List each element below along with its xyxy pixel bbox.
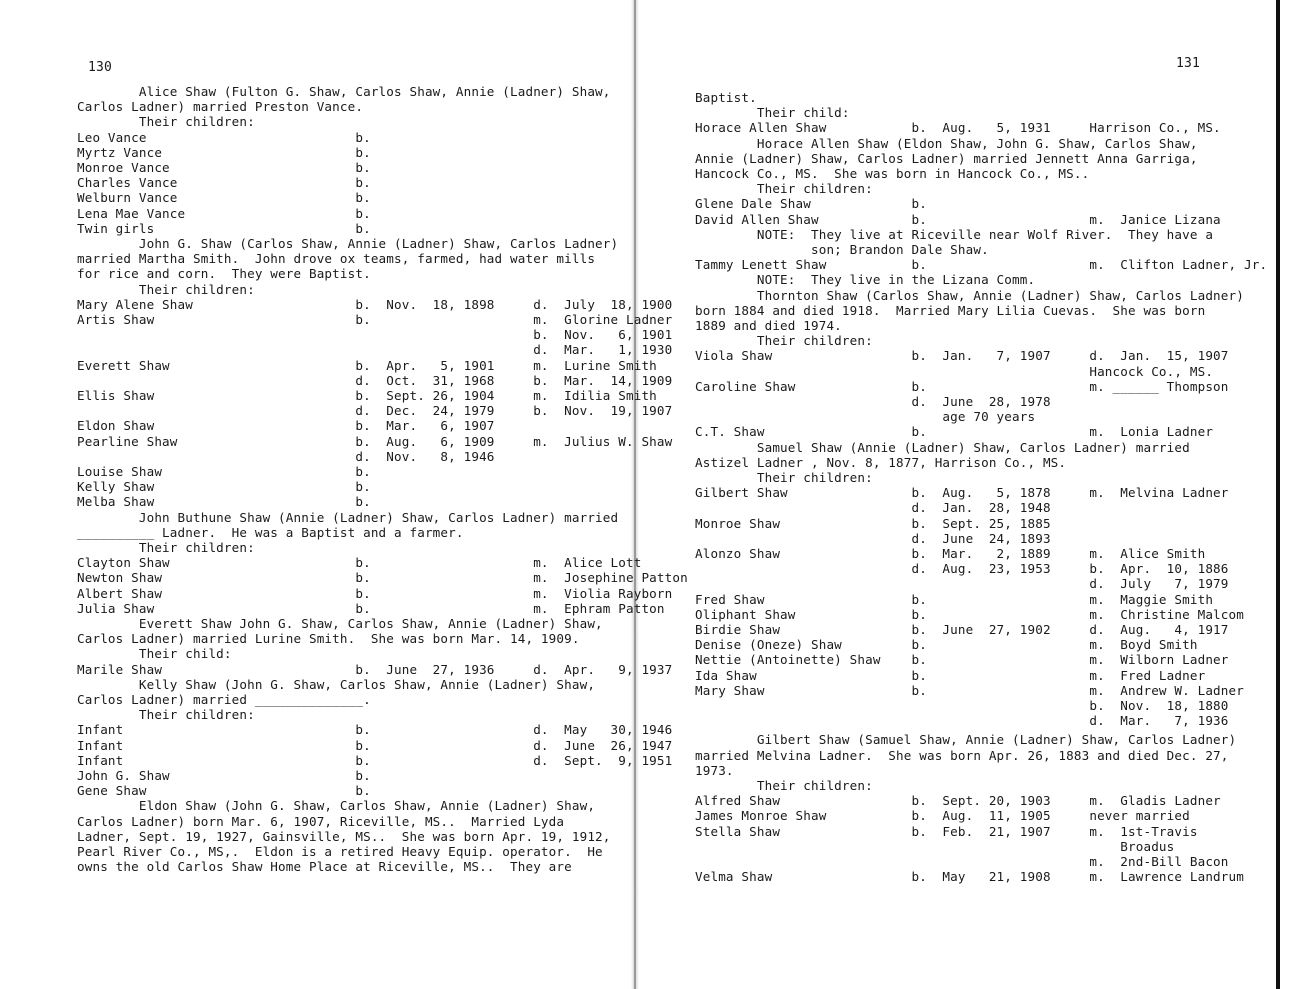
- text-line: 1889 and died 1974.: [695, 318, 842, 333]
- text-line: Hancock Co., MS. She was born in Hancock Co., MS..: [695, 166, 1090, 181]
- text-line: Velma Shaw b. May 21, 1908 m. Lawrence Landrum: [695, 869, 1244, 885]
- text-line: Their child:: [77, 646, 232, 662]
- text-line: Broadus: [695, 838, 1175, 854]
- text-line: age 70 years: [695, 409, 1036, 425]
- text-line: Carlos Ladner) born Mar. 6, 1907, Riceville, MS.. Married Lyda: [77, 813, 565, 829]
- text-line: d. July 7, 1979: [695, 576, 1229, 592]
- text-line: Gilbert Shaw b. Aug. 5, 1878 m. Melvina Ladner: [695, 485, 1229, 501]
- text-line: Annie (Ladner) Shaw, Carlos Ladner) married Jennett Anna Garriga,: [695, 150, 1198, 166]
- text-line: Astizel Ladner , Nov. 8, 1877, Harrison Co., MS.: [695, 454, 1067, 470]
- text-line: Their children:: [77, 281, 255, 297]
- text-line: d. June 24, 1893: [695, 530, 1051, 546]
- text-line: Mary Alene Shaw b. Nov. 18, 1898 d. July 18, 1900: [77, 296, 673, 312]
- text-line: Infant b. d. June 26, 1947: [77, 737, 673, 753]
- text-line: d. Dec. 24, 1979 b. Nov. 19, 1907: [77, 403, 673, 419]
- text-line: John G. Shaw b.: [77, 768, 371, 783]
- text-line: Horace Allen Shaw b. Aug. 5, 1931 Harrison Co., MS.: [695, 120, 1221, 136]
- text-line: Everett Shaw b. Apr. 5, 1901 m. Lurine Smith: [77, 357, 657, 373]
- text-line: Alfred Shaw b. Sept. 20, 1903 m. Gladis Ladner: [695, 793, 1221, 809]
- text-line: Thornton Shaw (Carlos Shaw, Annie (Ladner) Shaw, Carlos Ladner): [695, 287, 1244, 303]
- text-line: Eldon Shaw (John G. Shaw, Carlos Shaw, Annie (Ladner) Shaw,: [77, 798, 596, 814]
- text-line: b. Nov. 18, 1880: [695, 698, 1229, 713]
- text-line: Melba Shaw b.: [77, 494, 371, 510]
- text-line: Artis Shaw b. m. Glorine Ladner: [77, 312, 673, 327]
- text-line: Monroe Vance b.: [77, 160, 371, 175]
- text-line: Pearline Shaw b. Aug. 6, 1909 m. Julius W. Shaw: [77, 433, 673, 449]
- text-line: Kelly Shaw b.: [77, 479, 371, 495]
- text-line: Stella Shaw b. Feb. 21, 1907 m. 1st-Travis: [695, 823, 1198, 839]
- text-line: d. Jan. 28, 1948: [695, 500, 1051, 516]
- text-line: Pearl River Co., MS,. Eldon is a retired Heavy Equip. operator. He: [77, 844, 603, 859]
- text-line: Baptist.: [695, 90, 757, 105]
- text-line: Clayton Shaw b. m. Alice Lott: [77, 555, 642, 571]
- text-line: Caroline Shaw b. m. ______ Thompson: [695, 378, 1229, 394]
- text-line: m. 2nd-Bill Bacon: [695, 854, 1229, 869]
- text-line: Alonzo Shaw b. Mar. 2, 1889 m. Alice Smith: [695, 546, 1206, 561]
- text-line: Horace Allen Shaw (Eldon Shaw, John G. Shaw, Carlos Shaw,: [695, 135, 1198, 151]
- text-line: Glene Dale Shaw b.: [695, 196, 927, 212]
- text-line: married Melvina Ladner. She was born Apr. 26, 1883 and died Dec. 27,: [695, 747, 1229, 763]
- text-line: owns the old Carlos Shaw Home Place at Riceville, MS.. They are: [77, 859, 572, 875]
- text-line: __________ Ladner. He was a Baptist and a farmer.: [77, 524, 464, 540]
- text-line: Monroe Shaw b. Sept. 25, 1885: [695, 515, 1051, 531]
- text-line: married Martha Smith. John drove ox teams, farmed, had water mills: [77, 251, 596, 267]
- text-line: Ellis Shaw b. Sept. 26, 1904 m. Idilia Smith: [77, 388, 657, 403]
- text-line: Infant b. d. Sept. 9, 1951: [77, 752, 673, 768]
- text-line: David Allen Shaw b. m. Janice Lizana: [695, 211, 1221, 227]
- text-line: Carlos Ladner) married Preston Vance.: [77, 99, 364, 115]
- text-line: Louise Shaw b.: [77, 464, 371, 479]
- text-line: Newton Shaw b. m. Josephine Patton: [77, 570, 688, 586]
- text-line: d. Mar. 1, 1930: [77, 342, 673, 358]
- text-line: Gene Shaw b.: [77, 783, 371, 799]
- text-line: Their children:: [77, 114, 255, 130]
- text-line: Tammy Lenett Shaw b. m. Clifton Ladner, Jr.: [695, 257, 1268, 273]
- text-line: Myrtz Vance b.: [77, 144, 371, 160]
- page-number-left: 130: [88, 60, 112, 75]
- text-line: d. Nov. 8, 1946: [77, 448, 495, 464]
- text-line: Ladner, Sept. 19, 1927, Gainsville, MS.. She was born Apr. 19, 1912,: [77, 828, 611, 844]
- text-line: Samuel Shaw (Annie (Ladner) Shaw, Carlos Ladner) married: [695, 439, 1190, 455]
- text-line: Their children:: [695, 778, 873, 793]
- text-line: Julia Shaw b. m. Ephram Patton: [77, 600, 665, 616]
- text-line: son; Brandon Dale Shaw.: [695, 242, 989, 257]
- text-line: Their children:: [695, 333, 873, 349]
- text-line: Their child:: [695, 105, 850, 121]
- text-line: d. Mar. 7, 1936: [695, 713, 1229, 729]
- text-line: born 1884 and died 1918. Married Mary Lilia Cuevas. She was born: [695, 302, 1206, 318]
- text-line: Charles Vance b.: [77, 175, 371, 191]
- text-line: Oliphant Shaw b. m. Christine Malcom: [695, 606, 1244, 622]
- text-line: Twin girls b.: [77, 220, 371, 236]
- text-line: Nettie (Antoinette) Shaw b. m. Wilborn Ladner: [695, 652, 1229, 668]
- text-line: NOTE: They live in the Lizana Comm.: [695, 272, 1036, 288]
- book-gutter: [631, 0, 639, 989]
- text-line: Mary Shaw b. m. Andrew W. Ladner: [695, 682, 1244, 698]
- text-line: Ida Shaw b. m. Fred Ladner: [695, 667, 1206, 683]
- text-line: Their children:: [77, 540, 255, 555]
- text-line: 1973.: [695, 762, 734, 778]
- text-line: NOTE: They live at Riceville near Wolf River. They have a: [695, 226, 1214, 242]
- text-line: Their children:: [77, 707, 255, 723]
- text-line: for rice and corn. They were Baptist.: [77, 266, 371, 282]
- text-line: Lena Mae Vance b.: [77, 205, 371, 221]
- text-line: d. Aug. 23, 1953 b. Apr. 10, 1886: [695, 561, 1229, 577]
- text-line: Their children:: [695, 181, 873, 197]
- text-line: C.T. Shaw b. m. Lonia Ladner: [695, 424, 1214, 440]
- text-line: John Buthune Shaw (Annie (Ladner) Shaw, Carlos Ladner) married: [77, 509, 619, 525]
- text-line: Birdie Shaw b. June 27, 1902 d. Aug. 4, 1917: [695, 622, 1229, 637]
- text-line: b. Nov. 6, 1901: [77, 327, 673, 343]
- text-line: Denise (Oneze) Shaw b. m. Boyd Smith: [695, 637, 1198, 653]
- text-line: d. Oct. 31, 1968 b. Mar. 14, 1909: [77, 372, 673, 388]
- text-line: Alice Shaw (Fulton G. Shaw, Carlos Shaw, Annie (Ladner) Shaw,: [77, 84, 611, 99]
- text-line: d. June 28, 1978: [695, 394, 1051, 409]
- text-line: Gilbert Shaw (Samuel Shaw, Annie (Ladner) Shaw, Carlos Ladner): [695, 732, 1237, 748]
- text-line: Albert Shaw b. m. Violia Rayborn: [77, 585, 673, 601]
- text-line: Leo Vance b.: [77, 129, 371, 145]
- text-line: John G. Shaw (Carlos Shaw, Annie (Ladner) Shaw, Carlos Ladner): [77, 236, 619, 251]
- text-line: Infant b. d. May 30, 1946: [77, 722, 673, 738]
- text-line: James Monroe Shaw b. Aug. 11, 1905 never married: [695, 808, 1190, 824]
- text-line: Carlos Ladner) married Lurine Smith. She was born Mar. 14, 1909.: [77, 631, 580, 647]
- text-line: Carlos Ladner) married ______________.: [77, 692, 371, 707]
- page-number-right: 131: [1176, 56, 1200, 71]
- text-line: Eldon Shaw b. Mar. 6, 1907: [77, 418, 495, 434]
- page-edge: [1276, 0, 1280, 989]
- text-line: Marile Shaw b. June 27, 1936 d. Apr. 9, 1937: [77, 661, 673, 677]
- text-line: Their children:: [695, 470, 873, 485]
- text-line: Hancock Co., MS.: [695, 363, 1214, 379]
- text-line: Kelly Shaw (John G. Shaw, Carlos Shaw, Annie (Ladner) Shaw,: [77, 676, 596, 692]
- text-line: Fred Shaw b. m. Maggie Smith: [695, 591, 1214, 607]
- text-line: Welburn Vance b.: [77, 190, 371, 206]
- text-line: Everett Shaw John G. Shaw, Carlos Shaw, Annie (Ladner) Shaw,: [77, 616, 603, 631]
- text-line: Viola Shaw b. Jan. 7, 1907 d. Jan. 15, 1907: [695, 348, 1229, 364]
